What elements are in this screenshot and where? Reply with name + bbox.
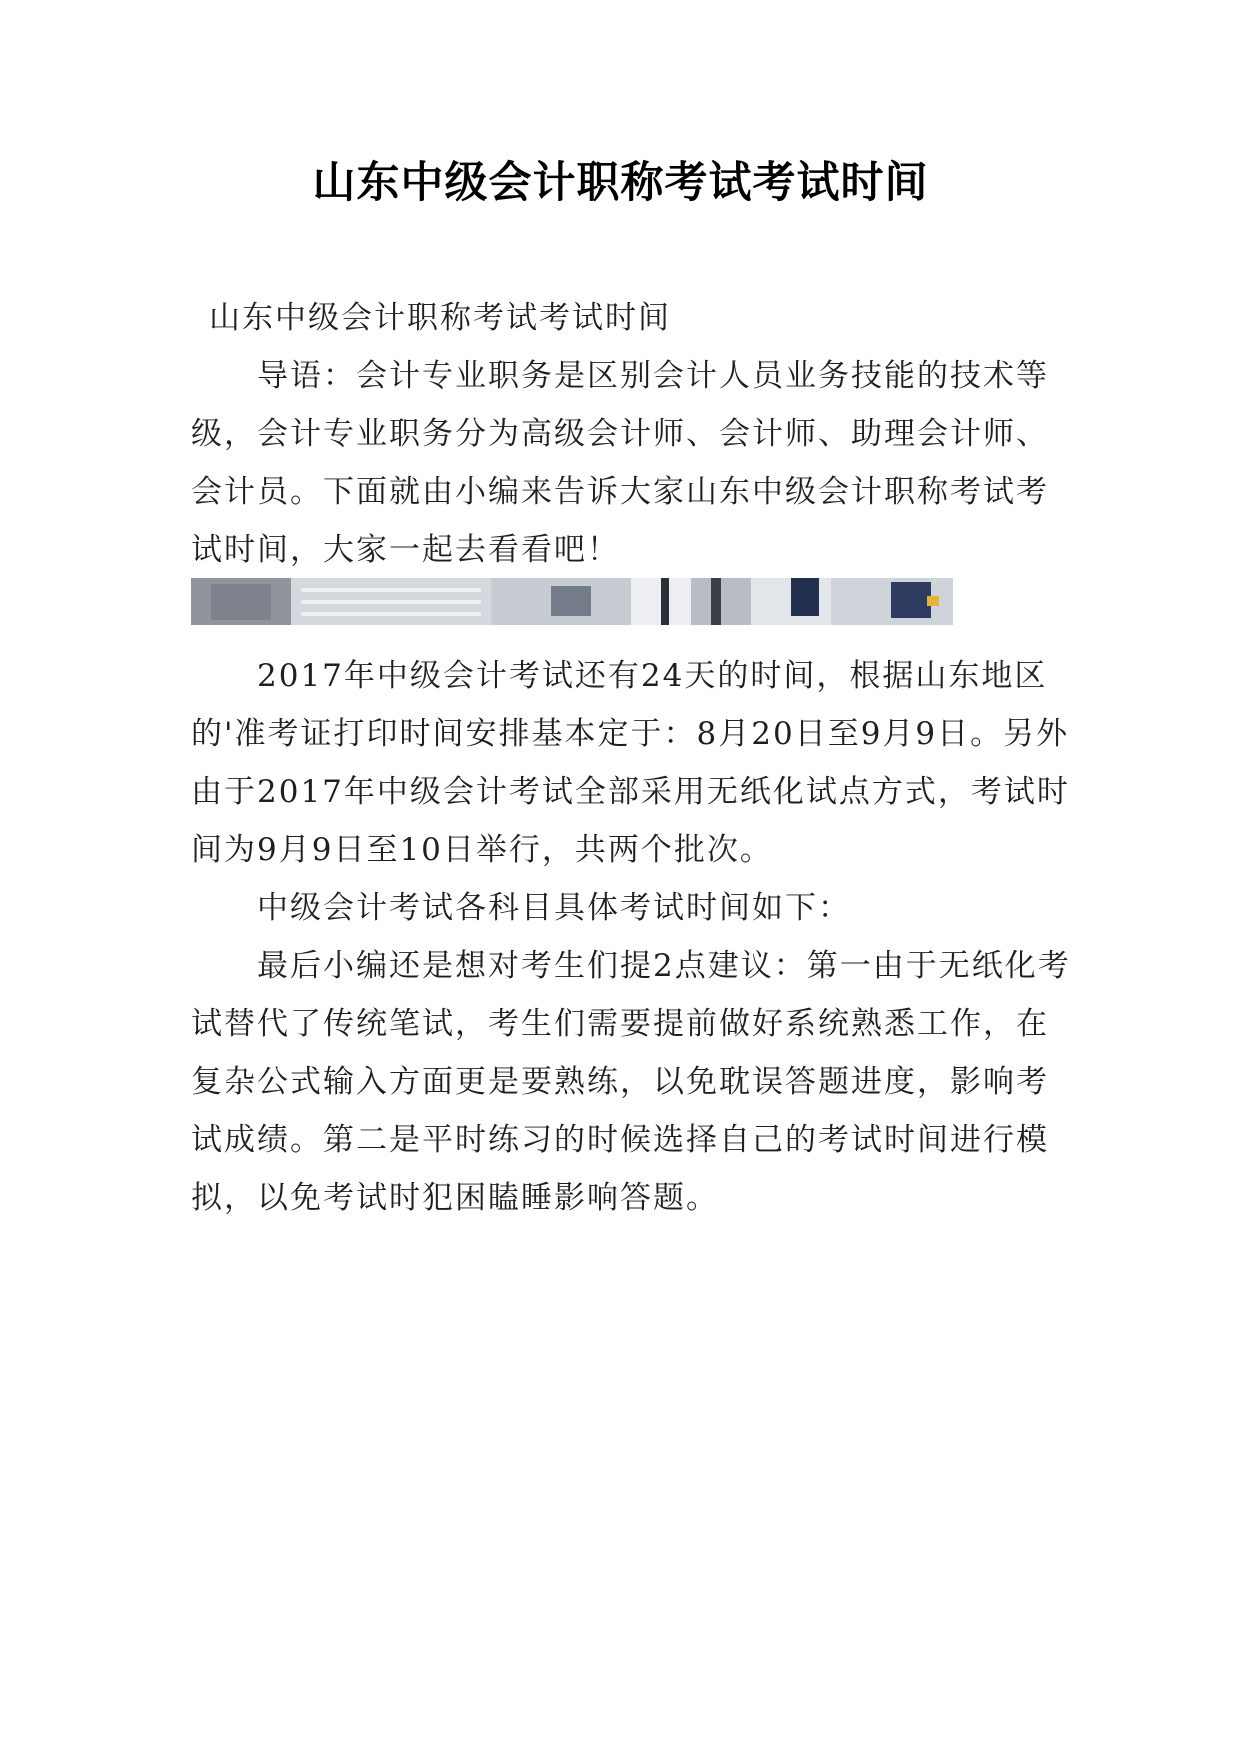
exam-room-photo xyxy=(191,578,953,625)
advice-paragraph: 最后小编还是想对考生们提2点建议：第一由于无纸化考试替代了传统笔试，考生们需要提前做好系统熟悉工作，在复杂公式输入方面更是要熟练，以免耽误答题进度，影响考试成绩。第二是平时练习的时候选择自己的考试时间进行模拟，以免考试时犯困瞌睡影响答题。 xyxy=(191,948,1071,1216)
photo-strip-image xyxy=(191,578,953,625)
subject-schedule-paragraph: 中级会计考试各科目具体考试时间如下： xyxy=(257,890,851,926)
exam-date-paragraph: 2017年中级会计考试还有24天的时间，根据山东地区的'准考证打印时间安排基本定于：8月20日至9月9日。另外由于2017年中级会计考试全部采用无纸化试点方式，考试时间为9月9日至10日举行，共两个批次。 xyxy=(191,658,1070,868)
page-title: 山东中级会计职称考试考试时间 xyxy=(312,158,929,208)
intro-paragraph: 导语：会计专业职务是区别会计人员业务技能的技术等级，会计专业职务分为高级会计师、会计师、助理会计师、会计员。下面就由小编来告诉大家山东中级会计职称考试考试时间，大家一起去看看吧！ xyxy=(191,358,1049,568)
document-subtitle: 山东中级会计职称考试考试时间 xyxy=(209,300,671,336)
